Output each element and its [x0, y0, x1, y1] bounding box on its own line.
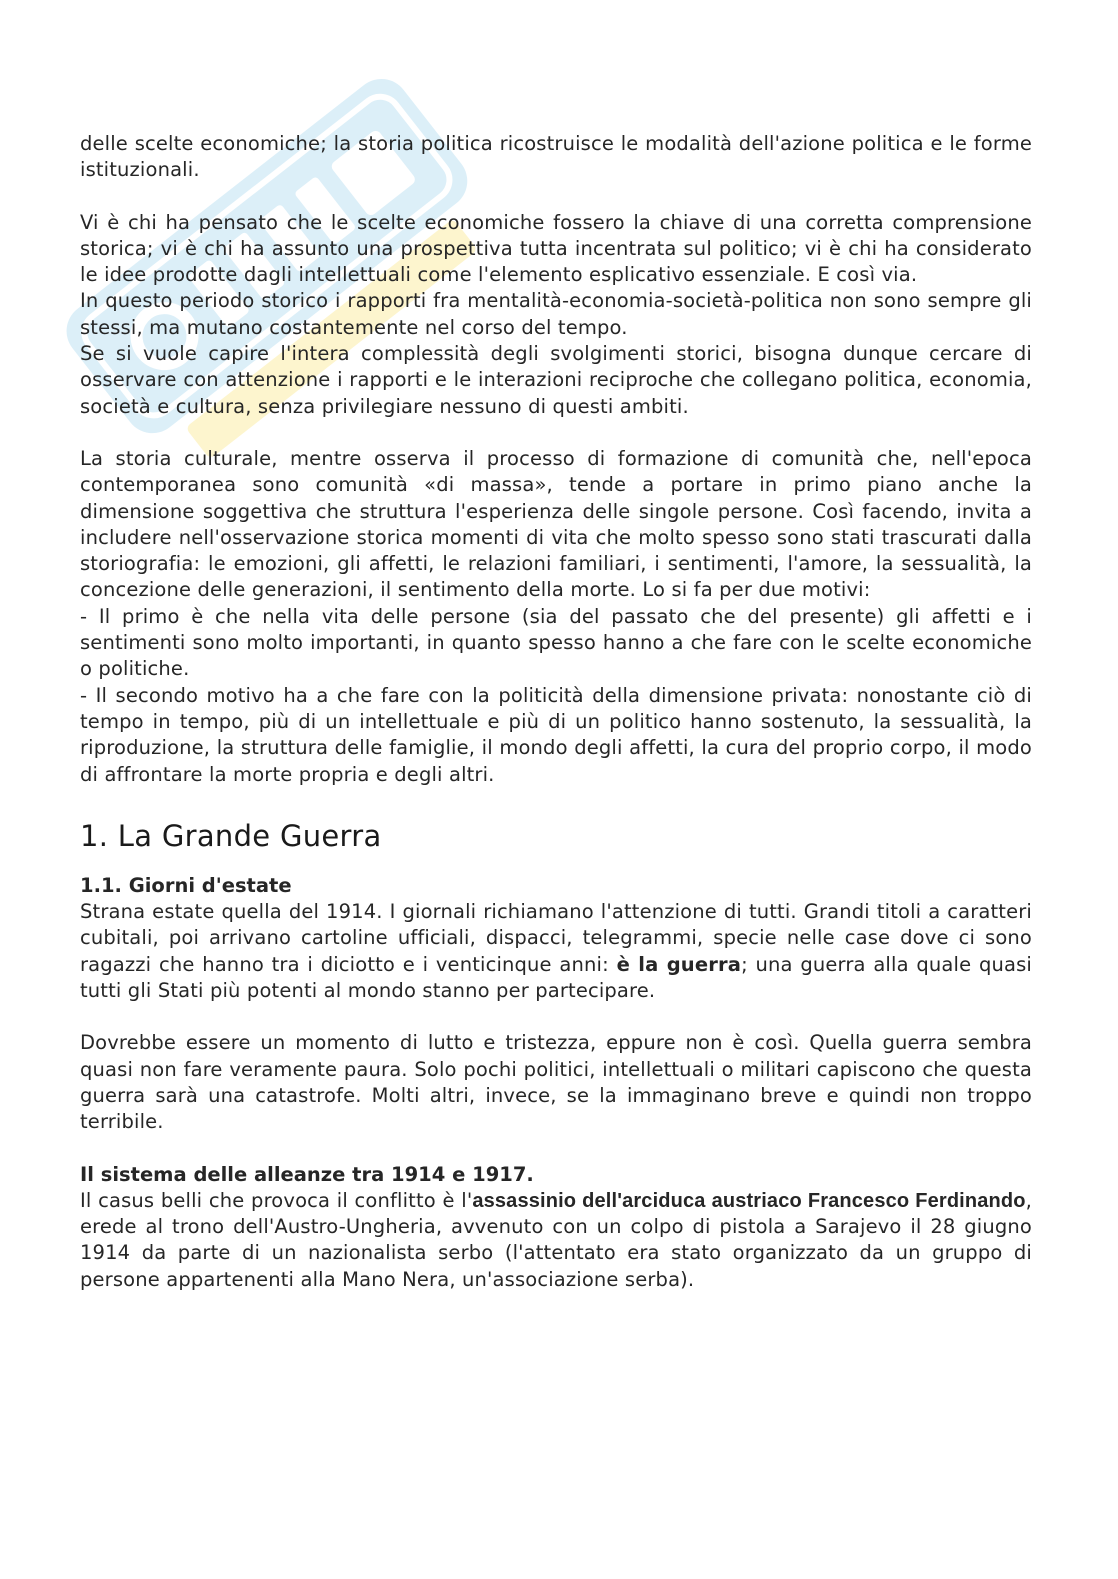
- subsection-title-summer: 1.1. Giorni d'estate: [80, 873, 292, 897]
- bold-war-phrase: è la guerra: [616, 952, 742, 976]
- section-title: 1. La Grande Guerra: [80, 818, 382, 853]
- document-body: [80, 131, 1032, 1293]
- bold-assassination-phrase: assassinio dell'arciduca austriaco Francesco Ferdinando: [472, 1189, 1026, 1212]
- paragraph-mourning: Dovrebbe essere un momento di lutto e tristezza, eppure non è così. Quella guerra sembra quasi non fare veramente paura. Solo pochi politici, intellettuali o militari capiscono che questa guerra sarà una catastrofe. Molti altri, invece, se la immaginano breve e quindi non troppo terribile.: [80, 1031, 1032, 1134]
- paragraph-first-reason: - Il primo è che nella vita delle persone (sia del passato che del presente) gli affetti e i sentimenti sono molto importanti, in quanto spesso hanno a che fare con le scelte economiche o politiche.: [80, 604, 1032, 681]
- paragraph-intro-end: delle scelte economiche; la storia politica ricostruisce le modalità dell'azione politica e le forme istituzionali.: [80, 132, 1032, 182]
- paragraph-interpretations: Vi è chi ha pensato che le scelte economiche fossero la chiave di una corretta comprensione storica; vi è chi ha assunto una prospettiva tutta incentrata sul politico; vi è chi ha considerato le idee prodotte dagli intellettuali come l'elemento esplicativo essenziale. E così via.: [80, 210, 1032, 287]
- paragraph-second-reason: - Il secondo motivo ha a che fare con la politicità della dimensione privata: nonostante ciò di tempo in tempo, più di un intellettuale e più di un politico hanno sostenuto, la sessualità, la riproduzione, la struttura delle famiglie, il mondo degli affetti, la cura del proprio corpo, il modo di affrontare la morte propria e degli altri.: [80, 683, 1032, 786]
- paragraph-relations: In questo periodo storico i rapporti fra mentalità-economia-società-politica non sono sempre gli stessi, ma mutano costantemente nel corso del tempo.: [80, 289, 1032, 339]
- paragraph-cultural-history: La storia culturale, mentre osserva il processo di formazione di comunità che, nell'epoca contemporanea sono comunità «di massa», tende a portare in primo piano anche la dimensione soggettiva che struttura l'esperienza delle singole persone. Così facendo, invita a includere nell'osservazione storica momenti di vita che molto spesso sono stati trascurati dalla storiografia: le emozioni, gli affetti, le relazioni familiari, i sentimenti, l'amore, la sessualità, la concezione delle generazioni, il sentimento della morte. Lo si fa per due motivi:: [80, 446, 1032, 602]
- paragraph-complexity: Se si vuole capire l'intera complessità degli svolgimenti storici, bisogna dunque cercare di osservare con attenzione i rapporti e le interazioni reciproche che collegano politica, economia, società e cultura, senza privilegiare nessuno di questi ambiti.: [80, 342, 1032, 418]
- subsection-title-alliances: Il sistema delle alleanze tra 1914 e 1917.: [80, 1162, 534, 1186]
- paragraph-casus-belli: Il casus belli che provoca il conflitto è l'assassinio dell'arciduca austriaco Francesco Ferdinando, erede al trono dell'Austro-Ungheria, avvenuto con un colpo di pistola a Sarajevo il 28 giugno 1914 da parte di un nazionalista serbo (l'attentato era stato organizzato da un gruppo di persone appartenenti alla Mano Nera, un'associazione serba).: [80, 1188, 1032, 1291]
- paragraph-summer-1914: Strana estate quella del 1914. I giornali richiamano l'attenzione di tutti. Grandi titoli a caratteri cubitali, poi arrivano cartoline ufficiali, dispacci, telegrammi, specie nelle case dove ci sono ragazzi che hanno tra i diciotto e i venticinque anni: è la guerra; una guerra alla quale quasi tutti gli Stati più potenti al mondo stanno per partecipare.: [80, 900, 1032, 1003]
